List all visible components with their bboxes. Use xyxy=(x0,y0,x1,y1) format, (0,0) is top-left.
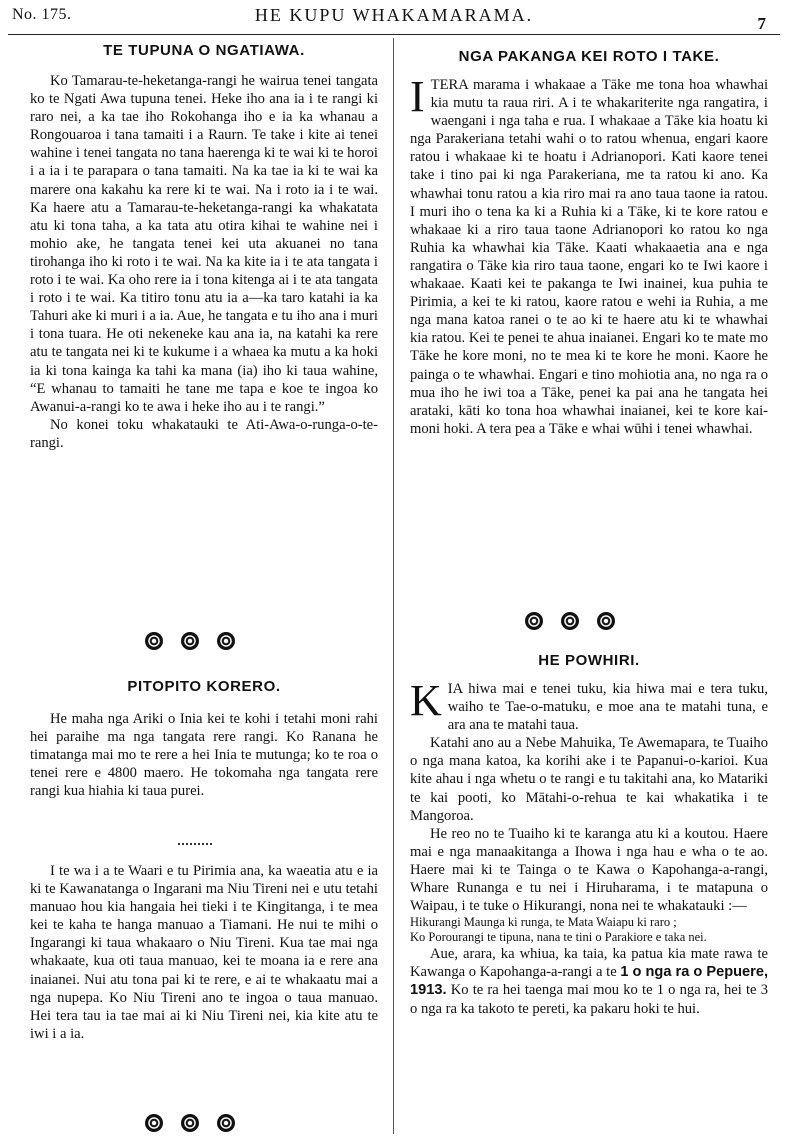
article-nga-pakanga xyxy=(410,72,768,438)
flower-ornament-icon xyxy=(181,1114,199,1132)
article-pitopito-korero-2 xyxy=(30,862,378,1043)
flower-ornament-icon xyxy=(181,632,199,650)
issue-number: No. 175. xyxy=(12,6,72,23)
article-pitopito-korero-1 xyxy=(30,710,378,800)
article-he-powhiri xyxy=(410,676,768,1018)
paragraph: He reo no te Tuaiho ki te karanga atu ki a koutou. Haere mai e nga manaakitanga a Ihowa i nga hau e wha o te ao. Haere mai ki te Tainga o te Kawa o Kapohanga-a-rangi, Whare Runanga e tu nei i Hiruharama, i te matapuna o Waipau, i te tuke o Hikurangi, nona nei te whakatauki :— xyxy=(410,825,768,915)
paragraph: ITERA marama i whakaae a Tāke me tona hoa whawhai kia mutu ta raua riri. A i te whakariterite nga rangatira, i waengani i nga taha e rua. I whakaae a Tāke kia hoatu ki nga Parakeriana tetahi wahi o to ratou whenua, engari kaore ratou i whakaae ki te hoatu i Adrianopori. Kati kaore tenei take i tino pai ki nga Parakeriana, me ta ratou ki ano. Ka whawhai tonu ratou a kia riro mai ra ano taua taone ia ratou. I muri iho o tena ka ki a Ruhia ki a Tāke, ki te kore ratou e whakaae ki a riro taua taone Adrianopori ko ratou ko nga Ruhia ka whawhai kia Tāke. Kaati whakaaetia ana e nga rangatira o Tāke kia riro taua taone, engari ko te Iwi kaore i whakaae. Kaati kei te pakanga te Iwi inainei, kua puhia te Pirimia, a kei te ki ratou, kaore ratou e wehi ia Ruhia, a me nga mana katoa ranei o te ao ki te haere atu ki te whawhai kia ratou. Kei te penei te ahua inaianei. Engari ko te mate mo Tāke he kore moni, no te mea ki te kore he moni. Kaore he painga o te whawhai. Engari e tino mohiotia ana, no nga ra o mua iho he iwi toa a Tāke, penei ka pai ana he tangata hei arataki, kāti ko tona hoa whawhai inaianei, kei te kore kai-moni hoki. A tera pea a Tāke e whai wūhi i tenei whawhai. xyxy=(410,72,768,437)
motto-line: Hikurangi Maunga ki runga, te Mata Waiapu ki raro ; xyxy=(410,915,677,930)
journal-title: HE KUPU WHAKAMARAMA. xyxy=(254,5,534,25)
drop-cap: K xyxy=(410,676,442,725)
dotted-separator xyxy=(178,843,212,845)
ornament-divider xyxy=(145,1114,235,1132)
column-divider xyxy=(393,38,394,1134)
paragraph: He maha nga Ariki o Inia kei te kohi i tetahi moni rahi hei paraihe ma nga tangata rere rangi. Ko Ranana he timatanga mai mo te rere a hei Inia te mutunga; ko te roa o tenei rere e 4800 maero. He tokomaha nga tangata rere rangi kua hiahia ki taua purei. xyxy=(30,711,378,800)
paragraph: I te wa i a te Waari e tu Pirimia ana, ka waeatia atu e ia ki te Kawanatanga o Ingarani ma Niu Tireni nei e utu tetahi manuao hou kia hangaia hei tieki i te Kingitanga, i te mea kei te kaha te hanga manuao a Tiamani. He nui te mihi o Ingarangi ki taua whakaaro o Niu Tireni. Kua tae mai nga whakaate, kua oti taua manuao, kei te moana ia e rere ana inaianei. Nui atu tona pai ki te rere, e ai te whakaatu mai a nga nupepa. Ko Niu Tireni ano te ingoa o taua manuao. Hei tera tau ia tae mai ai ki Niu Tireni nei, kia kite atu te iwi i a ia. xyxy=(30,863,378,1042)
header-rule xyxy=(8,34,780,35)
paragraph: Ko Tamarau-te-heketanga-rangi he wairua tenei tangata ko te Ngati Awa tupuna tenei. Heke iho ana ia i te rangi ki raro nei, a ka tae iho Rokohanga iho e ia ka whanau a Rongouaroa i tana tamaiti i a Raurn. Te take i kite ai tenei wahine i tenei tangata no tana haerenga ki te wai ki te horoi i a ia i te parapara o tana tamaiti. Na ka tae ia ki te wai ka marere ona kakahu ka rere ki te wai. Na i roto ia i te wai. Ka haere atu a Tamarau-te-heketanga-rangi ka whakatata atu ki tona taha, a ka tata atu otira kihai te wahine nei i mohio ake, he tangata tenei kei uta akuanei no tana tirohanga iho ki roto i te wai. Na ka kite ia i te ata tangata i roto i te wai. Ka oho rere ia i tona kitenga ai i te ata tangata i roto i te wai. Ka titiro tonu atu ia a—ka taro katahi ia ka Tahuri ake ki muri i a ia. Aue, he tangata e tu iho ana i muri i tona tuara. He oti nekeneke kau ana ia, na katahi ka rere atu te tangata nei ki te kukume i a whaea ka mutu a ka hoki ia ki tona kainga ka tahi ka mana (ia) iho ki taua wahine, “E whanau to tamaiti he tane me tapa e koe te ingoa ko Awanui-a-rangi ko te awa i heke iho au i te rangi.” xyxy=(30,73,378,415)
paragraph: Aue, arara, ka whiua, ka taia, ka patua kia mate rawa te Kawanga o Kapohanga-a-rangi a te 1 o nga ra o Pepuere, 1913. Ko te ra hei taenga mai mou ko te 1 o nga ra, hei te 3 o nga ra ka takoto te pereti, ka pakaru hoki te hui. xyxy=(410,946,768,1017)
drop-cap: I xyxy=(410,72,425,121)
flower-ornament-icon xyxy=(145,1114,163,1132)
flower-ornament-icon xyxy=(525,612,543,630)
paragraph: KIA hiwa mai e tenei tuku, kia hiwa mai e tera tuku, waiho te Tae-o-matuku, e moe ana te matahi tuna, e ara ana te matahi taua. xyxy=(410,676,768,734)
event-date: 1 o nga ra o Pepuere, 1913. xyxy=(410,964,768,999)
ornament-divider xyxy=(525,612,615,630)
motto-line: Ko Porourangi te tipuna, nana te tini o Parakiore e taka nei. xyxy=(410,930,707,945)
flower-ornament-icon xyxy=(561,612,579,630)
flower-ornament-icon xyxy=(217,632,235,650)
section-title-pitopito-korero: PITOPITO KORERO. xyxy=(127,678,281,695)
page-header xyxy=(0,0,788,34)
ornament-divider xyxy=(145,632,235,650)
paragraph: Katahi ano au a Nebe Mahuika, Te Awemapara, te Tuaiho o nga mana katoa, ka korihi ake i te Papanui-o-karioi. Kua kite ahau i nga whetu o te rangi e tu takitahi ana, ko Matariki te kai pooti, ko Mātahi-o-rehua te kai whakatika i te Mangoroa. xyxy=(410,735,768,824)
flower-ornament-icon xyxy=(145,632,163,650)
flower-ornament-icon xyxy=(217,1114,235,1132)
section-title-he-powhiri: HE POWHIRI. xyxy=(538,652,640,669)
page-number: 7 xyxy=(757,14,766,33)
flower-ornament-icon xyxy=(597,612,615,630)
paragraph: No konei toku whakatauki te Ati-Awa-o-runga-o-te-rangi. xyxy=(30,416,378,451)
section-title-te-tupuna: TE TUPUNA O NGATIAWA. xyxy=(103,42,305,59)
section-title-nga-pakanga: NGA PAKANGA KEI ROTO I TAKE. xyxy=(458,48,720,65)
article-te-tupuna xyxy=(30,72,378,452)
